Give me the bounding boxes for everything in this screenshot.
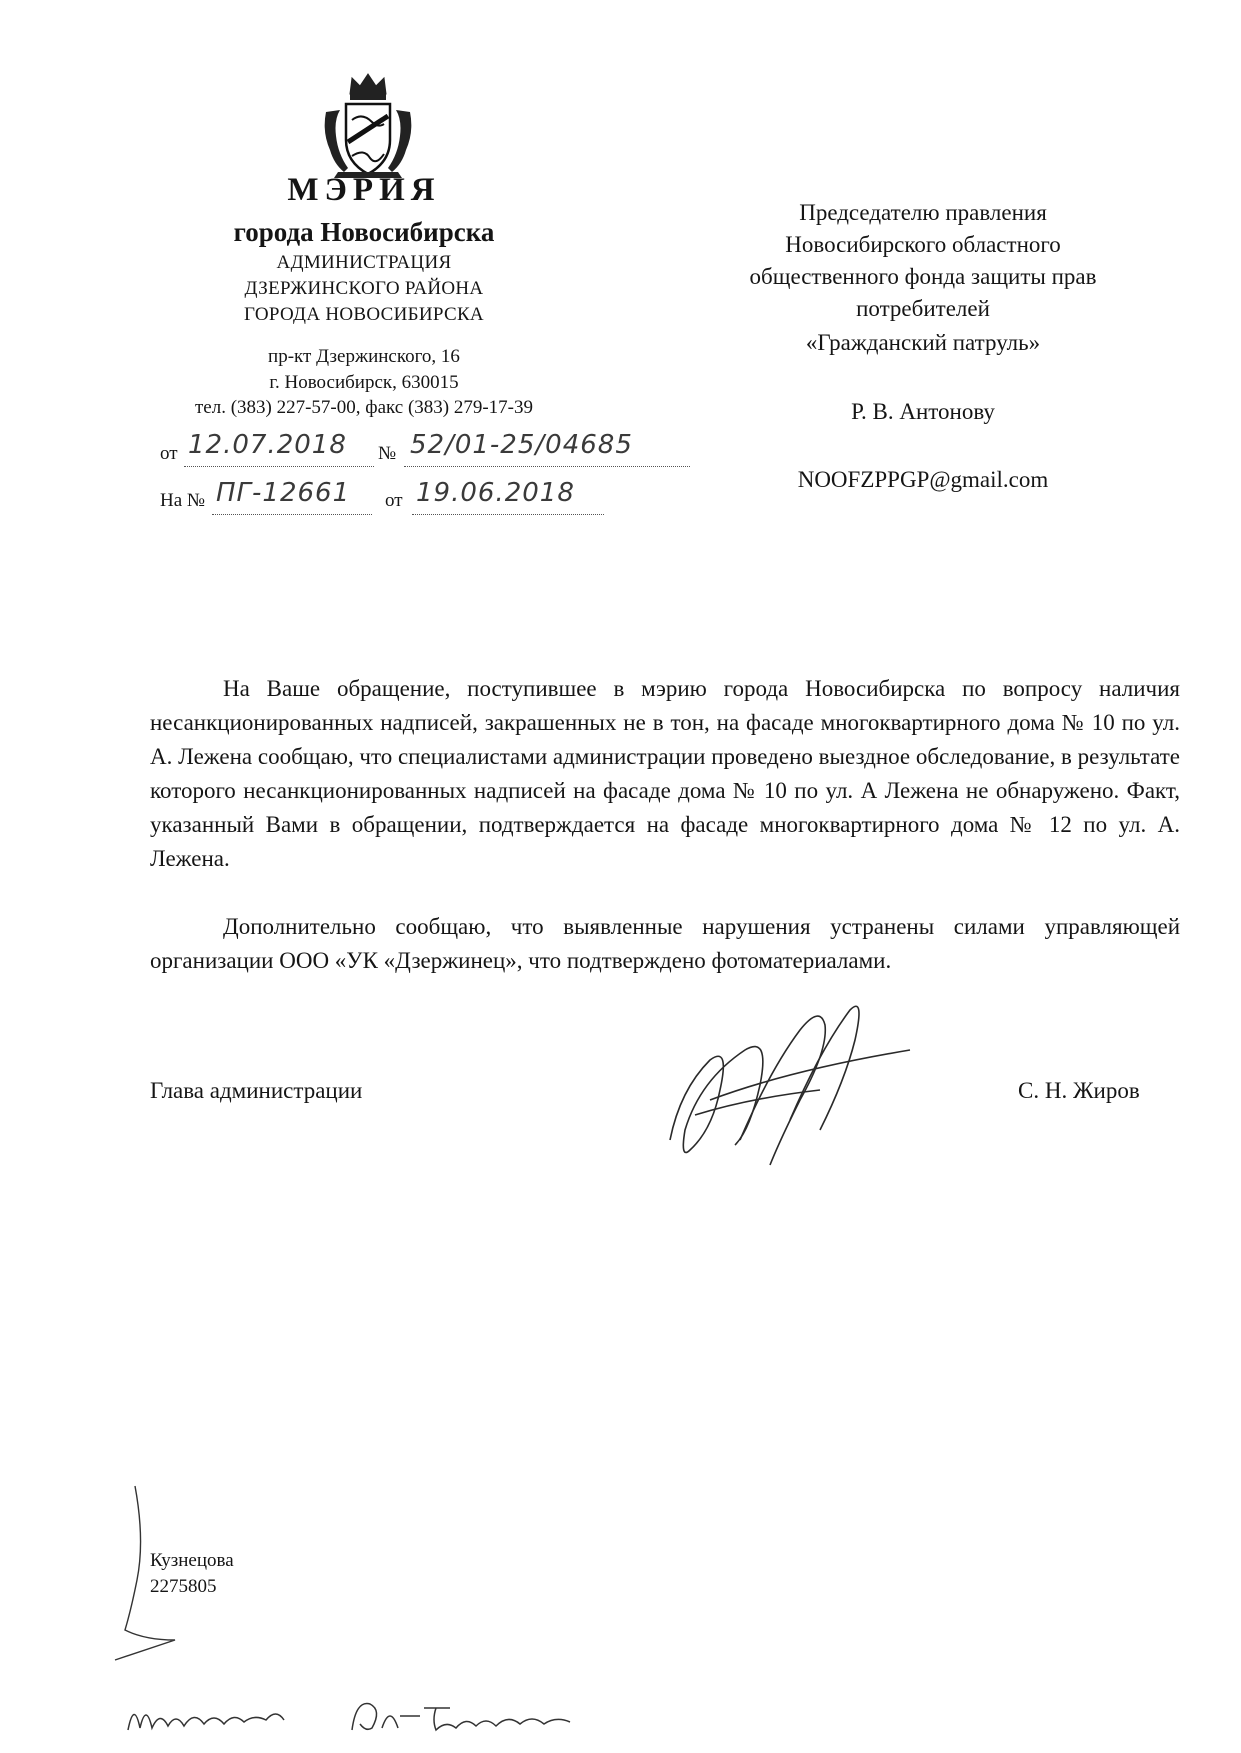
addressee-line: потребителей: [856, 296, 990, 321]
reg-number-underline: [404, 466, 690, 467]
letterhead-title: МЭРИЯ: [287, 172, 441, 208]
addressee-line: Председателю правления: [799, 200, 1047, 225]
letterhead-admin-line: АДМИНИСТРАЦИЯ: [276, 252, 452, 273]
addressee-line: Новосибирского областного: [785, 232, 1061, 257]
letterhead-admin-line: ГОРОДА НОВОСИБИРСКА: [244, 304, 484, 325]
reply-date-underline: [412, 514, 604, 515]
reg-number-label: №: [378, 443, 397, 464]
coat-of-arms-emblem: [318, 72, 418, 180]
letterhead-address-line: пр-кт Дзержинского, 16: [268, 346, 460, 367]
reg-from-label: от: [160, 443, 178, 464]
signatory-name: С. Н. Жиров: [1018, 1078, 1140, 1103]
handwritten-notes: [120, 1690, 620, 1740]
addressee-line: общественного фонда защиты прав: [749, 264, 1097, 289]
reply-number-underline: [212, 514, 372, 515]
letterhead-phone: тел. (383) 227-57-00, факс (383) 279-17-39: [194, 397, 534, 418]
executor-name: Кузнецова: [150, 1550, 234, 1571]
signatory-position: Глава администрации: [150, 1078, 363, 1103]
letterhead-city: города Новосибирска: [233, 217, 495, 247]
signature-scribble: [650, 990, 930, 1180]
addressee-line: «Гражданский патруль»: [805, 330, 1041, 355]
executor-phone: 2275805: [150, 1576, 217, 1597]
reply-number-handwritten: ПГ-12661: [216, 478, 351, 508]
addressee-email: NOOFZPPGP@gmail.com: [797, 467, 1049, 492]
reg-date-handwritten: 12.07.2018: [188, 430, 347, 460]
executor-initials-scribble: [105, 1480, 185, 1670]
reg-date-underline: [184, 466, 374, 467]
reply-from-label: от: [385, 490, 403, 511]
reply-number-label: На №: [160, 490, 206, 511]
letterhead-admin-line: ДЗЕРЖИНСКОГО РАЙОНА: [244, 278, 484, 299]
reg-number-handwritten: 52/01-25/04685: [410, 430, 633, 460]
addressee-name: Р. В. Антонову: [851, 399, 995, 424]
letterhead-address-line: г. Новосибирск, 630015: [269, 372, 459, 393]
body-paragraph: На Ваше обращение, поступившее в мэрию города Новосибирска по вопросу наличия несанкционированных надписей, закрашенных не в тон, на фасаде многоквартирного дома № 10 по ул. А. Лежена сообщаю, что специалистами администрации проведено выездное обследование, в результате которого несанкционированных надписей на фасаде дома № 10 по ул. А Лежена не обнаружено. Факт, указанный Вами в обращении, подтверждается на фасаде многоквартирного дома № 12 по ул. А. Лежена.: [150, 676, 1180, 871]
reply-date-handwritten: 19.06.2018: [416, 478, 575, 508]
body-paragraph: Дополнительно сообщаю, что выявленные нарушения устранены силами управляющей организации ООО «УК «Дзержинец», что подтверждено фотоматериалами.: [150, 914, 1180, 973]
